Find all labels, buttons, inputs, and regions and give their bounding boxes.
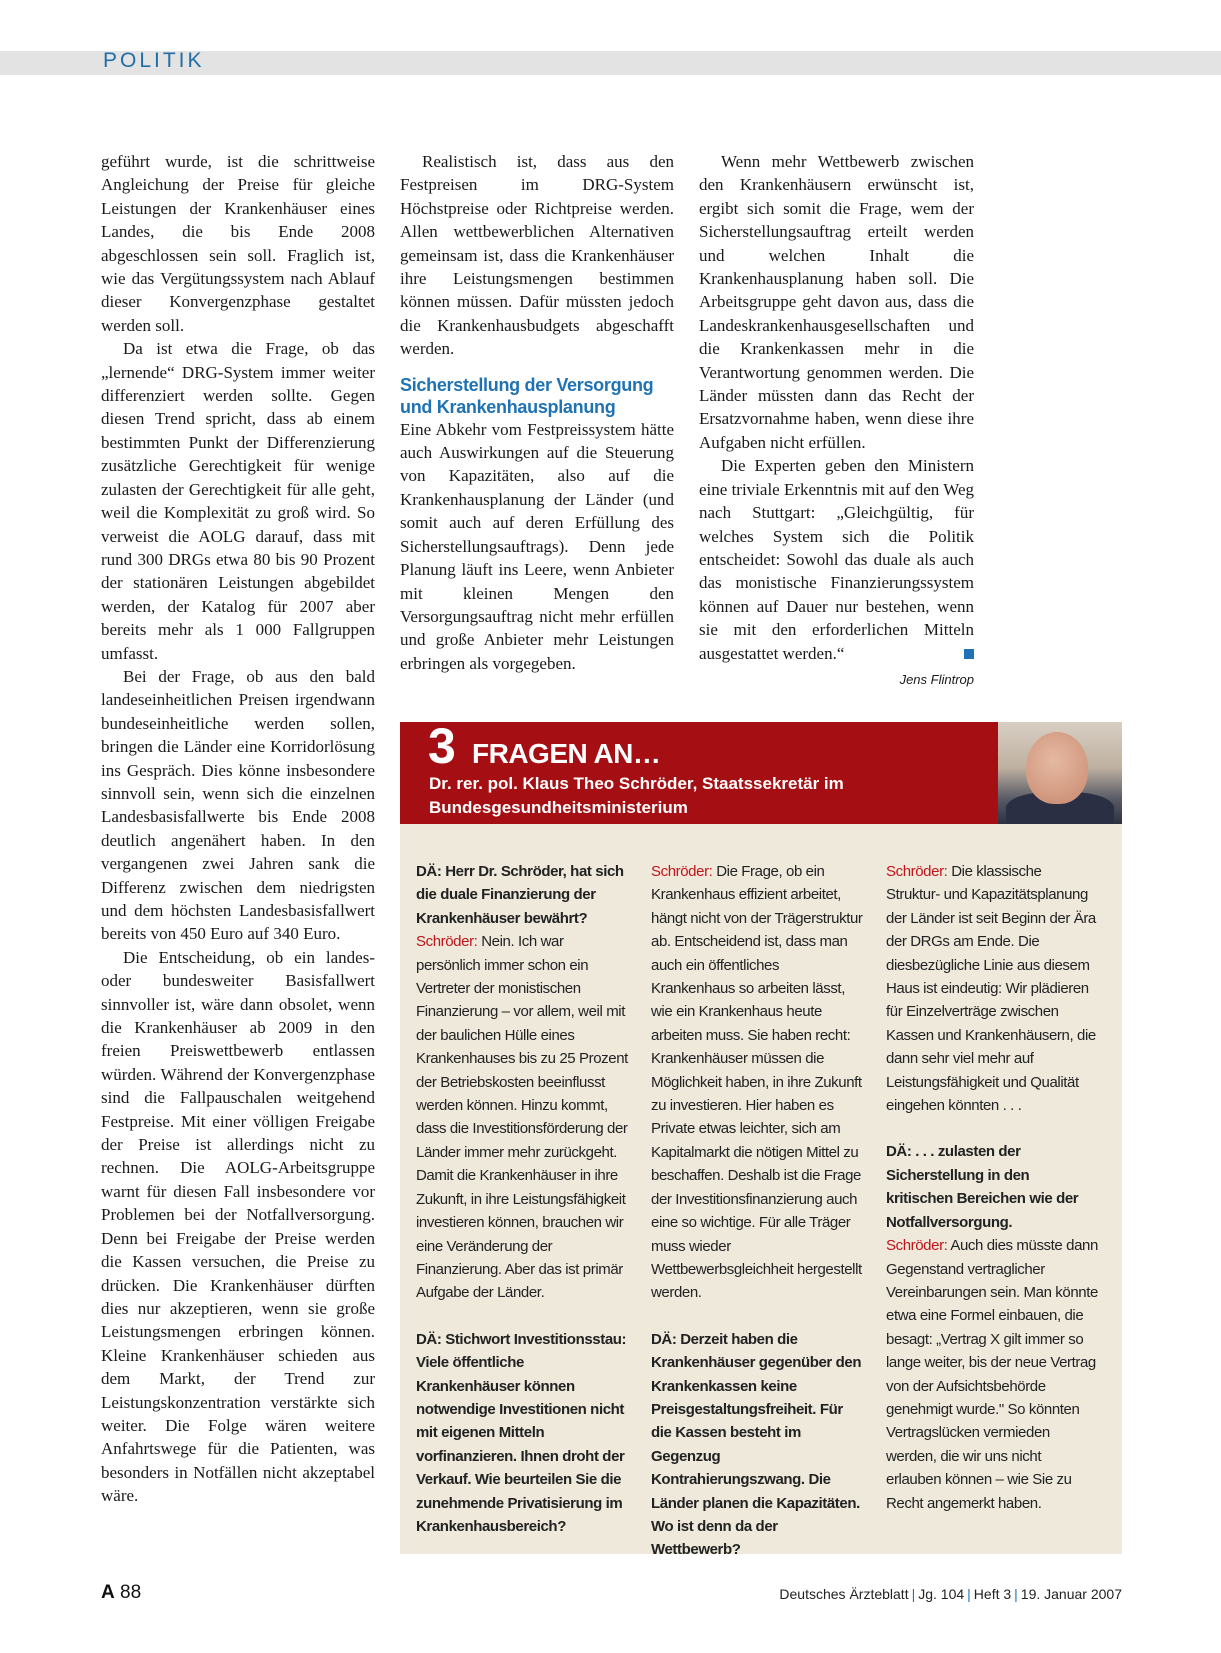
- paragraph: geführt wurde, ist die schrittweise Angleichung der Preise für gleiche Leistungen der Krankenhäuser eines Landes, die bis Ende 2008 abgeschlossen sein soll. Fraglich ist, wie das Vergütungssystem nach Ablauf dieser Konvergenzphase gestaltet werden soll.: [101, 152, 375, 335]
- page-number-value: 88: [120, 1582, 142, 1603]
- interview-column-2: [651, 860, 863, 1585]
- speaker-label: Schröder:: [651, 863, 713, 880]
- question: DÄ: Herr Dr. Schröder, hat sich die duale Finanzierung der Krankenhäuser bewährt?: [416, 863, 624, 927]
- interview-title: FRAGEN AN…: [472, 738, 661, 769]
- journal-date: 19. Januar 2007: [1020, 1586, 1122, 1602]
- journal-name: Deutsches Ärzteblatt: [779, 1586, 909, 1602]
- answer-text: Auch dies müsste dann Gegenstand vertraglicher Vereinbarungen sein. Man könnte etwa eine Formel einbauen, die besagt: „Vertrag X gilt immer so lange weiter, bis der neue Vertrag von der Aufsichtsbehörde genehmigt wurde." So könnten Vertragslücken vermieden werden, die wir uns nicht erlauben können – wie Sie zu Recht angemerkt haben.: [886, 1237, 1098, 1512]
- speaker-label: Schröder:: [886, 863, 948, 880]
- answer-text: Die klassische Struktur- und Kapazitätsplanung der Länder ist seit Beginn der Ära der DRGs am Ende. Die diesbezügliche Linie aus diesem Haus ist eindeutig: Wir plädieren für Einzelverträge zwischen Kassen und Krankenhäusern, die dann sehr viel mehr auf Leistungsfähigkeit und Qualität eingehen könnten . . .: [886, 863, 1096, 1115]
- page-number: [101, 1582, 141, 1604]
- article-column-1: [101, 150, 375, 1508]
- interview-column-1: [416, 860, 628, 1561]
- separator: |: [967, 1586, 971, 1602]
- interview-column-3: [886, 860, 1098, 1538]
- paragraph: Realistisch ist, dass aus den Festpreisen im DRG-System Höchstpreise oder Richtpreise werden. Allen wettbewerblichen Alternativen gemeinsam ist, dass die Krankenhäuser ihre Leistungsmengen bestimmen können müssen. Dafür müssten jedoch die Krankenhausbudgets abgeschafft werden.: [400, 152, 674, 359]
- answer: [886, 860, 1098, 1117]
- paragraph: Wenn mehr Wettbewerb zwischen den Krankenhäusern erwünscht ist, ergibt sich somit die Frage, wem der Sicherstellungsauftrag erteilt werden und welchen Inhalt die Krankenhausplanung haben soll. Die Arbeitsgruppe geht davon aus, dass die Landeskrankenhausgesellschaften und die Krankenkassen mehr in die Verantwortung genommen werden. Die Länder müssten dann das Recht der Ersatzvornahme haben, wenn diese ihre Aufgaben nicht erfüllen.: [699, 152, 974, 452]
- separator: |: [911, 1586, 916, 1602]
- journal-volume: Jg. 104: [918, 1586, 965, 1602]
- answer: [651, 860, 863, 1305]
- article-column-2: [400, 150, 674, 675]
- question: DÄ: Stichwort Investitionsstau: Viele öffentliche Krankenhäuser können notwendige Investitionen nicht mit eigenen Mitteln vorfinanzieren. Ihnen droht der Verkauf. Wie beurteilen Sie die zunehmende Privatisierung im Krankenhausbereich?: [416, 1330, 627, 1535]
- section-label: POLITIK: [103, 49, 205, 72]
- journal-issue: Heft 3: [973, 1586, 1012, 1602]
- paragraph: Die Entscheidung, ob ein landes- oder bundesweiter Basisfallwert sinnvoller ist, wäre dann obsolet, wenn die Krankenhäuser ab 2009 in den freien Preiswettbewerb entlassen würden. Während der Konvergenzphase sind die Fallpauschalen weitgehend Festpreise. Mit einer völligen Freigabe der Preise ist allerdings nicht zu rechnen. Die AOLG-Arbeitsgruppe warnt für diesen Fall insbesondere vor Problemen bei der Notfallversorgung. Denn bei Freigabe der Preise werden die Kassen versuchen, die Preise zu drücken. Die Krankenhäuser dürften dies nur akzeptieren, wenn sie große Leistungsmengen erbringen können. Kleine Krankenhäuser schieden aus dem Markt, der Trend zur Leistungskonzentration verstärkte sich weiter. Die Folge wären weitere Anfahrtswege für die Patienten, was besonders in Notfällen nicht akzeptabel wäre.: [101, 947, 375, 1506]
- interview-subtitle: Dr. rer. pol. Klaus Theo Schröder, Staatssekretär im Bundesgesundheitsministerium: [429, 774, 844, 817]
- answer-text: Die Frage, ob ein Krankenhaus effizient arbeitet, hängt nicht von der Trägerstruktur ab. Entscheidend ist, dass man auch ein öffentliches Krankenhaus so arbeiten lässt, wie ein Krankenhaus heute arbeiten muss. Sie haben recht: Krankenhäuser müssen die Möglichkeit haben, in ihre Zukunft zu investieren. Hier haben es Private etwas leichter, sich am Kapitalmarkt die nötigen Mittel zu beschaffen. Deshalb ist die Frage der Investitionsfinanzierung auch eine so wichtige. Für alle Träger muss wieder Wettbewerbsgleichheit hergestellt werden.: [651, 863, 863, 1302]
- author-name: Jens Flintrop: [899, 671, 974, 687]
- portrait-face-shape: [1026, 732, 1088, 804]
- paragraph-text: Die Experten geben den Ministern eine triviale Erkenntnis mit auf den Weg nach Stuttgart: „Gleichgültig, für welches System sich die Politik entscheidet: Sowohl das duale als auch das monistische Finanzierungssystem können auf Dauer nur bestehen, wenn sie mit den erforderlichen Mitteln ausgestattet werden.“: [699, 456, 974, 663]
- paragraph: [699, 454, 974, 665]
- question: DÄ: Derzeit haben die Krankenhäuser gegenüber den Krankenkassen keine Preisgestaltungsfreiheit. Für die Kassen besteht im Gegenzug Kontrahierungszwang. Die Länder planen die Kapazitäten. Wo ist denn da der Wettbewerb?: [651, 1330, 862, 1559]
- end-square-icon: [964, 649, 974, 659]
- journal-info: [779, 1586, 1122, 1602]
- subheading: Sicherstellung der Versorgung und Krankenhausplanung: [400, 374, 654, 417]
- answer: [886, 1234, 1098, 1515]
- article-column-3: [699, 150, 974, 691]
- interview-number: 3: [428, 718, 456, 774]
- answer-text: Nein. Ich war persönlich immer schon ein Vertreter der monistischen Finanzierung – vor allem, weil mit der baulichen Hülle eines Krankenhauses bis zu 25 Prozent der Betriebskosten beeinflusst werden können. Hinzu kommt, dass die Investitionsförderung der Länder immer mehr zurückgeht. Damit die Krankenhäuser in ihre Zukunft, in ihre Leistungsfähigkeit investieren können, brauchen wir eine Veränderung der Finanzierung. Aber das ist primär Aufgabe der Länder.: [416, 933, 628, 1302]
- speaker-label: Schröder:: [416, 933, 478, 951]
- speaker-label: Schröder:: [886, 1237, 948, 1255]
- paragraph: Da ist etwa die Frage, ob das „lernende“ DRG-System immer weiter differenziert werden sollte. Gegen diesen Trend spricht, dass ab einem bestimmten Punkt der Differenzierung zusätzliche Gerechtigkeit für wenige zulasten der Gerechtigkeit für alle geht, weil die Komplexität zu groß wird. So verweist die AOLG darauf, dass mit rund 300 DRGs etwa 80 bis 90 Prozent der stationären Leistungen abgebildet werden, der Katalog für 2007 aber bereits mehr als 1 000 Fallgruppen umfasst.: [101, 339, 375, 663]
- portrait-photo: [998, 722, 1122, 824]
- page-prefix: A: [101, 1582, 115, 1603]
- paragraph: Bei der Frage, ob aus den bald landeseinheitlichen Preisen irgendwann bundeseinheitliche werden sollen, bringen die Länder eine Korridorlösung ins Gespräch. Dies könne insbesondere sinnvoll sein, wenn sich die einzelnen Landesbasisfallwerte bis Ende 2008 deutlich angenähert haben. In den vergangenen zwei Jahren sank die Differenz zwischen dem niedrigsten und dem höchsten Landesbasisfallwert bereits von 450 Euro auf 340 Euro.: [101, 666, 375, 944]
- paragraph: Eine Abkehr vom Festpreissystem hätte auch Auswirkungen auf die Steuerung von Kapazitäten, also auf die Krankenhausplanung der Länder (und somit auch auf deren Erfüllung des Sicherstellungsauftrags). Denn jede Planung läuft ins Leere, wenn Anbieter mit kleinen Mengen den Versorgungsauftrag nicht mehr erfüllen und große Anbieter mehr Leistungen erbringen als vorgegeben.: [400, 419, 674, 673]
- separator: |: [1014, 1586, 1018, 1602]
- question: DÄ: . . . zulasten der Sicherstellung in den kritischen Bereichen wie der Notfallversorgung.: [886, 1143, 1079, 1231]
- answer: [416, 930, 628, 1305]
